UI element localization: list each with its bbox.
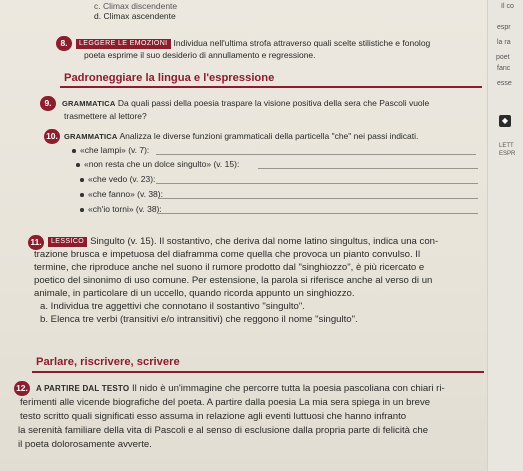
bullet xyxy=(76,163,80,167)
bullet xyxy=(80,178,84,182)
bullet xyxy=(80,193,84,197)
exercise-11-b: b. Elenca tre verbi (transitivi e/o intransitivi) che reggono il nome "singulto". xyxy=(40,314,358,325)
section-title-parlare: Parlare, riscrivere, scrivere xyxy=(36,356,180,368)
exercise-11-line4: poetico del sinonimo di uso comune. Per estensione, la parola si riferisce anche al verso di un xyxy=(34,275,433,286)
answer-line[interactable] xyxy=(258,168,478,169)
bookmark-icon: ◆ xyxy=(499,115,511,127)
exercise-9-text-line2: trasmettere al lettore? xyxy=(64,111,147,121)
exercise-8-number: 8. xyxy=(56,36,72,51)
exercise-10-number: 10. xyxy=(44,129,60,144)
exercise-10-item-5: «ch'io torni» (v. 38): xyxy=(88,204,162,214)
margin-text: fanc xyxy=(497,65,511,72)
option-d: d. Climax ascendente xyxy=(94,11,176,21)
section-divider-2 xyxy=(32,371,484,373)
exercise-12-label: A PARTIRE DAL TESTO xyxy=(36,384,130,393)
exercise-10-item-1: «che lampi» (v. 7): xyxy=(80,145,150,155)
margin-text: poet xyxy=(496,54,510,61)
section-title-lingua: Padroneggiare la lingua e l'espressione xyxy=(64,72,275,84)
exercise-11-a: a. Individua tre aggettivi che connotano il sostantivo "singulto". xyxy=(40,301,305,312)
answer-line[interactable] xyxy=(158,213,478,214)
exercise-8-text-line1: LEGGERE LE EMOZIONI Individua nell'ultima strofa attraverso quali scelte stilistiche e fonolog xyxy=(76,38,430,49)
answer-line[interactable] xyxy=(156,154,476,155)
margin-text: la ra xyxy=(497,39,511,46)
exercise-8-text-line2: poeta esprime il suo desiderio di annullamento e regressione. xyxy=(84,50,316,60)
option-c: c. Climax discendente xyxy=(94,1,178,11)
exercise-9-label: GRAMMATICA xyxy=(62,99,116,108)
exercise-8-tag: LEGGERE LE EMOZIONI xyxy=(76,39,171,49)
exercise-11-tag: LESSICO xyxy=(48,237,87,247)
exercise-12-line1: A PARTIRE DAL TESTO Il nido è un'immagine che percorre tutta la poesia pascoliana con chiari ri- xyxy=(36,383,445,394)
exercise-10-item-3: «che vedo (v. 23): xyxy=(88,174,156,184)
exercise-12-number: 12. xyxy=(14,381,30,396)
exercise-12-line3: testo scritto quali significati esso assuma in relazione agli eventi luttuosi che hanno infranto xyxy=(20,411,407,422)
margin-text: ESPR xyxy=(499,151,516,157)
exercise-11-line5: animale, in particolare di un uccello, quando ricorda appunto un singhiozzo. xyxy=(34,288,355,299)
exercise-12-line2: ferimenti alle vicende biografiche del poeta. A partire dalla poesia La mia sera spiega in un breve xyxy=(20,397,431,408)
exercise-10-intro: GRAMMATICA Analizza le diverse funzioni grammaticali della particella "che" nei passi indicati. xyxy=(64,131,419,141)
margin-text: esse xyxy=(497,80,512,87)
section-divider-1 xyxy=(60,86,482,88)
answer-line[interactable] xyxy=(156,183,478,184)
exercise-10-item-4: «che fanno» (v. 38): xyxy=(88,189,163,199)
exercise-11-line2: trazione brusca e impetuosa del diaframma come quella che provoca un pianto convulso. Il xyxy=(34,249,421,260)
exercise-10-label: GRAMMATICA xyxy=(64,132,118,141)
exercise-12-line5: il poeta dolorosamente avverte. xyxy=(18,439,152,450)
exercise-10-item-2: «non resta che un dolce singulto» (v. 15): xyxy=(84,159,240,169)
exercise-9-number: 9. xyxy=(40,96,56,111)
margin-text: Il co xyxy=(501,3,514,10)
exercise-11-number: 11. xyxy=(28,235,44,250)
margin-text: espr xyxy=(497,24,511,31)
exercise-11-line1: LESSICO Singulto (v. 15). Il sostantivo, che deriva dal nome latino singultus, indica una con- xyxy=(48,236,438,247)
exercise-11-line3: termine, che riproduce anche nel suono il rumore prodotto dal "singhiozzo", è più ricercato e xyxy=(34,262,425,273)
bullet xyxy=(72,149,76,153)
answer-line[interactable] xyxy=(158,198,478,199)
exercise-12-line4: la serenità familiare della vita di Pascoli e al senso di esclusione dalla propria parte di felicità che xyxy=(18,425,429,436)
bullet xyxy=(80,208,84,212)
margin-text: LETT xyxy=(499,143,514,149)
exercise-9-text-line1: GRAMMATICA Da quali passi della poesia traspare la visione positiva della sera che Pascoli vuole xyxy=(62,98,430,108)
